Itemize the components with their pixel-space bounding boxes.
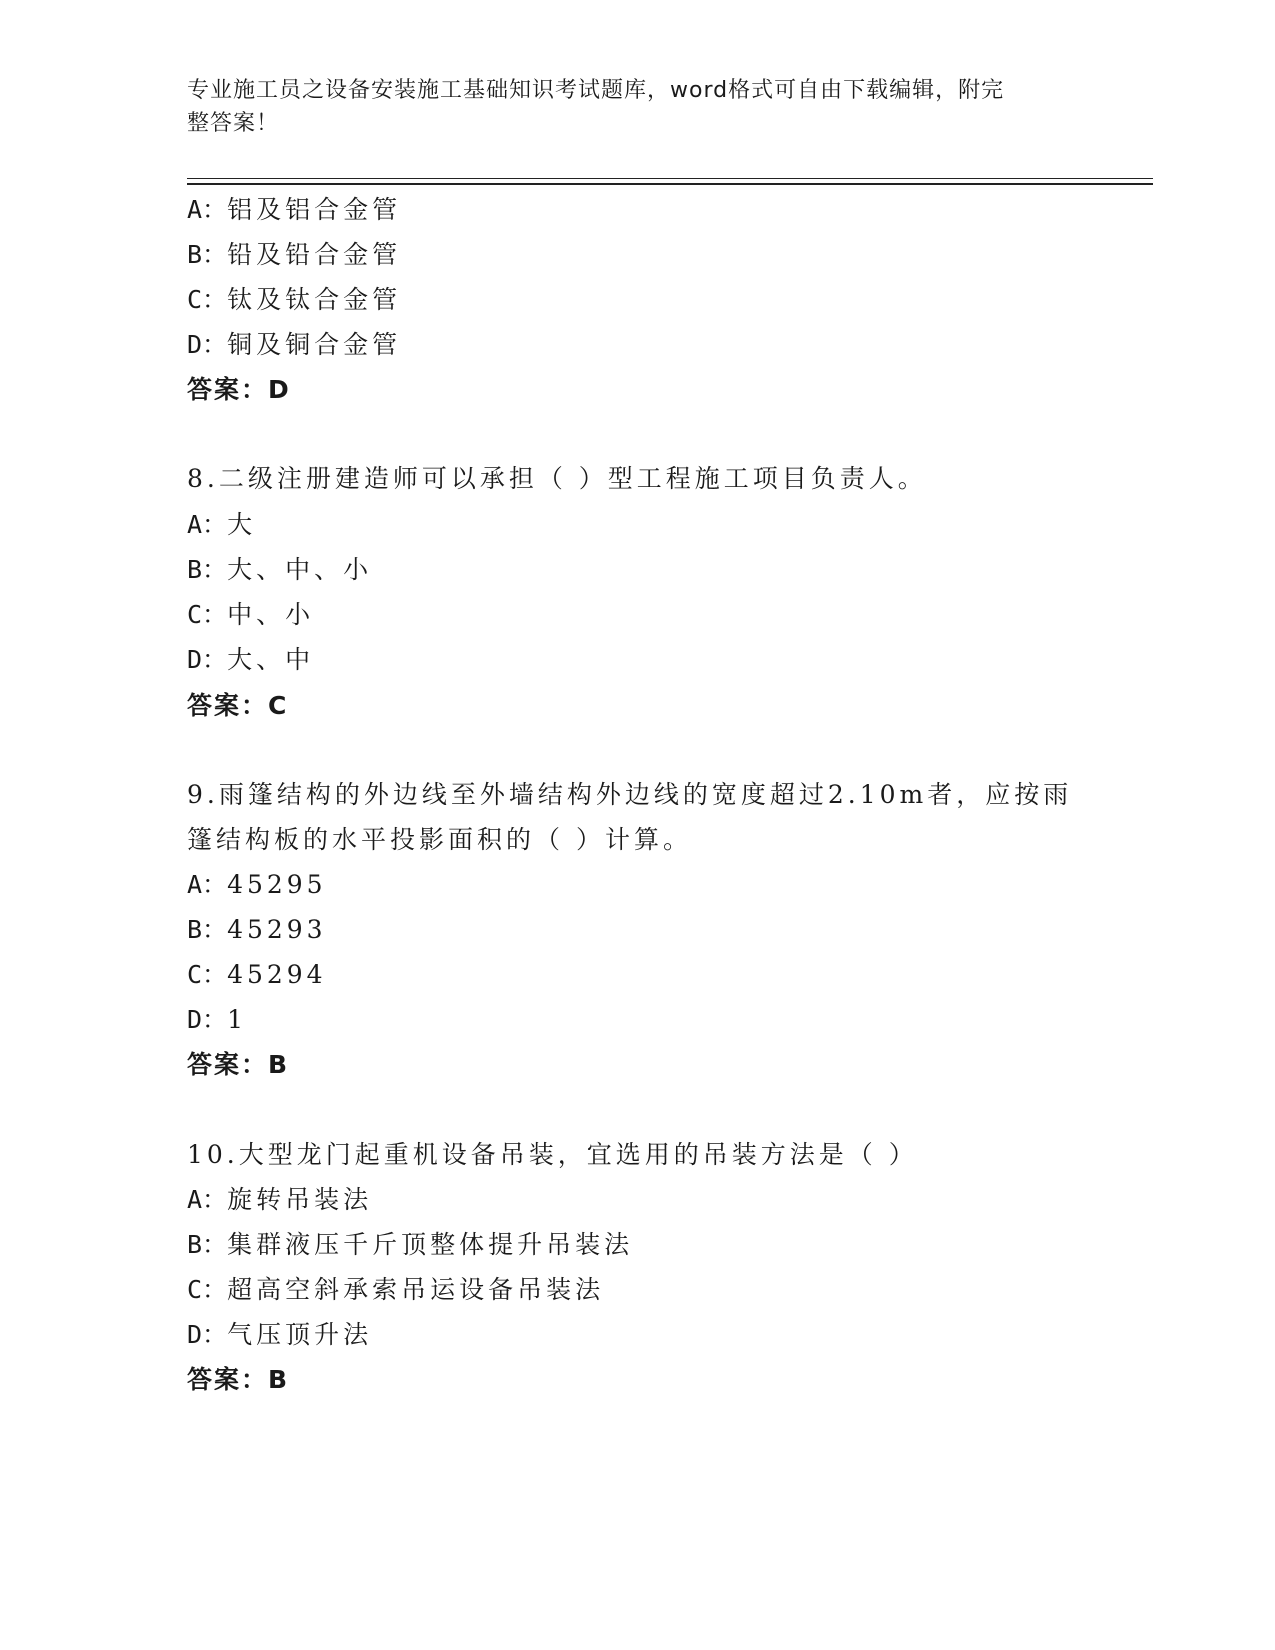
q10-option-a [187,1185,372,1215]
q9-option-a [187,870,327,900]
option-text: 铜及铜合金管 [227,330,402,359]
q10-answer: 答案：B [187,1365,290,1394]
q7-answer: 答案：D [187,375,291,404]
q8-option-b [187,555,372,585]
q8-answer: 答案：C [187,691,289,720]
q9-answer: 答案：B [187,1050,290,1079]
q10-option-c [187,1275,604,1305]
option-label: C： [187,960,228,989]
option-text: 1 [227,1005,247,1034]
option-label: B： [187,240,228,269]
option-label: A： [187,870,228,899]
option-label: D： [187,645,228,674]
q8-option-d [187,645,314,675]
option-text: 45294 [227,960,327,989]
q7-option-b [187,240,401,270]
q9-question-line-2: 篷结构板的水平投影面积的（ ）计算。 [187,825,692,854]
q7-option-d [187,330,401,360]
option-text: 气压顶升法 [227,1320,373,1349]
option-text: 铝及铝合金管 [227,195,402,224]
option-text: 45293 [227,915,327,944]
q9-option-d [187,1005,247,1035]
option-label: B： [187,555,228,584]
option-label: D： [187,1320,228,1349]
q7-option-c [187,285,401,315]
option-label: B： [187,1230,228,1259]
header-divider-thin [187,178,1153,179]
option-label: C： [187,285,228,314]
option-text: 铅及铅合金管 [227,240,402,269]
option-label: B： [187,915,228,944]
option-text: 中、小 [227,600,315,629]
q7-option-a [187,195,401,225]
document-header [187,74,1067,140]
q10-option-d [187,1320,372,1350]
q10-question: 10.大型龙门起重机设备吊装，宜选用的吊装方法是（ ） [187,1140,918,1169]
q8-option-a [187,510,256,540]
option-text: 大 [227,510,257,539]
option-label: D： [187,1005,228,1034]
option-label: C： [187,600,228,629]
option-label: A： [187,510,228,539]
option-text: 集群液压千斤顶整体提升吊装法 [227,1230,634,1259]
q9-question-line-1: 9.雨篷结构的外边线至外墙结构外边线的宽度超过2.10m者，应按雨 [187,780,1073,809]
q9-option-b [187,915,327,945]
option-label: A： [187,195,228,224]
option-text: 大、中、小 [227,555,373,584]
option-text: 旋转吊装法 [227,1185,373,1214]
option-text: 45295 [227,870,327,899]
header-divider-thick [187,183,1153,185]
option-text: 钛及钛合金管 [227,285,402,314]
header-line-2: 整答案！ [187,111,280,136]
q8-question: 8.二级注册建造师可以承担（ ）型工程施工项目负责人。 [187,464,927,493]
q9-option-c [187,960,327,990]
q8-option-c [187,600,314,630]
header-line-1: 专业施工员之设备安装施工基础知识考试题库，word格式可自由下载编辑，附完 [187,78,1005,103]
option-text: 大、中 [227,645,315,674]
option-text: 超高空斜承索吊运设备吊装法 [227,1275,605,1304]
option-label: D： [187,330,228,359]
q10-option-b [187,1230,633,1260]
option-label: C： [187,1275,228,1304]
option-label: A： [187,1185,228,1214]
